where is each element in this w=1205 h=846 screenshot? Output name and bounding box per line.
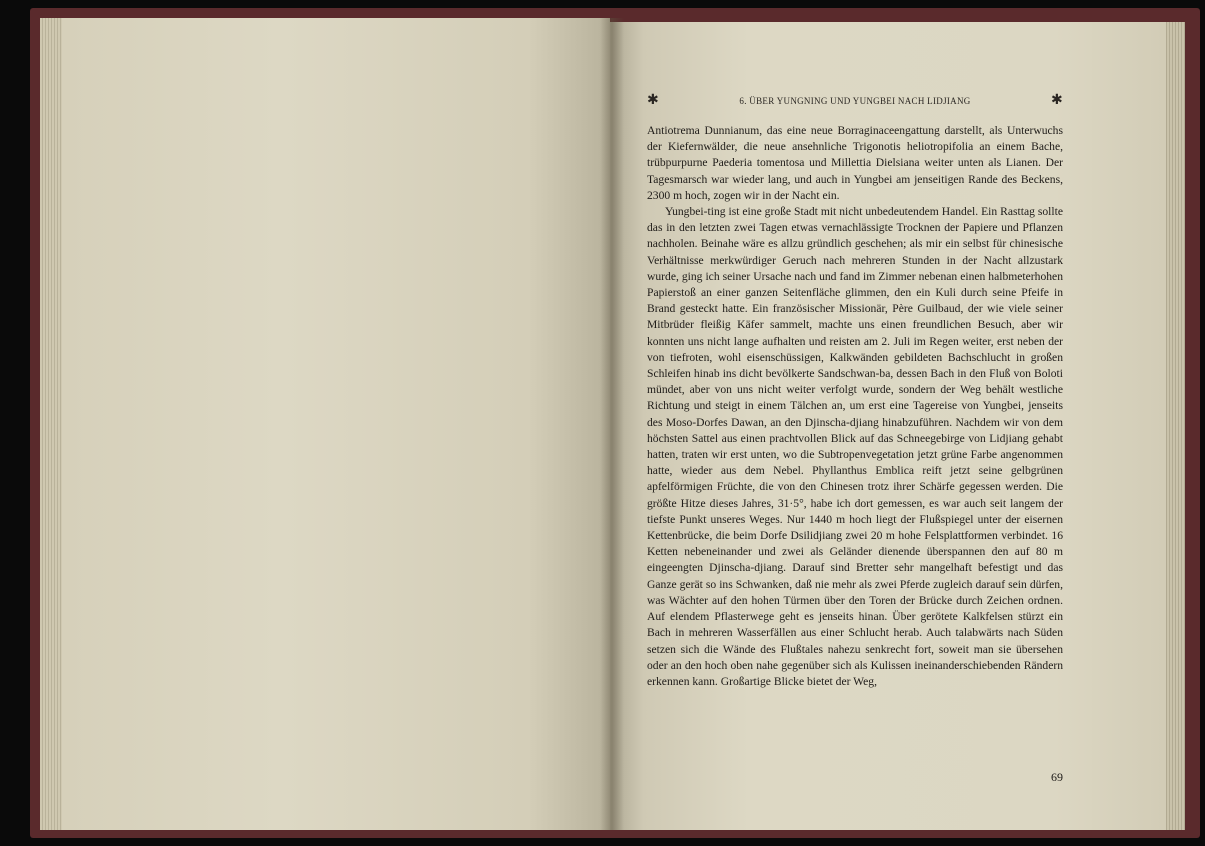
header-left-ornament: ✱ — [647, 93, 660, 108]
header-title: 6. ÜBER YUNGNING UND YUNGBEI NACH LIDJIANG — [739, 96, 971, 106]
left-page-blank — [62, 18, 610, 830]
paragraph-2: Yungbei-ting ist eine große Stadt mit nicht unbedeutendem Handel. Ein Rasttag sollte das in den letzten zwei Tagen etwas vernachlässigte Trocknen der Papiere und Pflanzen nachholen. Beinahe wäre es allzu gründlich geschehen; als mir ein selbst für chinesische Verhältnisse merkwürdiger Geruch nach mehreren Stunden in der Nacht allzustark wurde, ging ich seiner Ursache nach und fand im Zimmer nebenan einen halbmeterhohen Papierstoß an einer ganzen Seitenfläche glimmen, den ein Kuli durch seine Pfeife in Brand gesteckt hatte. Ein französischer Missionär, Père Guilbaud, der wie viele seiner Mitbrüder fleißig Käfer sammelt, machte uns einen freundlichen Besuch, aber wir konnten uns nicht lange aufhalten und reisten am 2. Juli im Regen weiter, erst neben der von tiefroten, wohl eisenschüssigen, Kalkwänden gebildeten Bachschlucht in großen Schleifen hinab ins dicht bevölkerte Sandschwan-ba, dessen Bach in den Fluß von Boloti mündet, aber von uns nicht weiter verfolgt wurde, sondern der Weg behält westliche Richtung und steigt in einem Tälchen an, um erst eine Tagereise von Yungbei, jenseits des Moso-Dorfes Dawan, an den Djinscha-djiang hinabzuführen. Nachdem wir von dem höchsten Sattel aus einen prachtvollen Blick auf das Schneegebirge von Lidjiang gehabt hatten, traten wir erst unten, wo die Subtropenvegetation jetzt grüne Farbe angenommen hatte, wieder aus dem Nebel. Phyllanthus Emblica reift jetzt seine gelbgrünen apfelförmigen Früchte, die von den Chinesen trotz ihrer Schärfe gegessen werden. Die größte Hitze dieses Jahres, 31·5°, habe ich dort gemessen, es war auch seit langem der tiefste Punkt unseres Weges. Nur 1440 m hoch liegt der Flußspiegel unter der eisernen Kettenbrücke, die beim Dorfe Dsilidjiang zwei 20 m hohe Felsplattformen verbindet. 16 Ketten nebeneinander und zwei als Geländer dienende überspannen den auf 80 m eingeengten Djinscha-djiang. Darauf sind Bretter sehr mangelhaft befestigt und das Ganze gerät so ins Schwanken, daß nie mehr als zwei Pferde zugleich darauf sein dürfen, was Wächter auf den hohen Türmen über den Toren der Brücke durch Zeichen ordnen. Auf elendem Pflasterwege geht es jenseits hinan. Über gerötete Kalkfelsen stürzt ein Bach in mehreren Wasserfällen aus einer Schlucht herab. Auch talabwärts nach Süden setzen sich die Wände des Flußtales nahezu senkrecht fort, soweit man sie übersehen oder an den hoch oben nahe gegenüber sich als Kulissen ineinanderschiebenden Rändern erkennen kann. Großartige Blicke bietet der Weg, — [647, 205, 1063, 688]
page-number: 69 — [1051, 770, 1063, 784]
body-text — [647, 123, 1063, 690]
header-right-ornament: ✱ — [1050, 93, 1063, 108]
running-header — [647, 95, 1063, 109]
book-gutter — [600, 18, 624, 830]
paragraph-1: Antiotrema Dunnianum, das eine neue Borraginaceengattung darstellt, als Unterwuchs der Kiefernwälder, die neue ansehnliche Trigonotis heliotropifolia an einem Bache, trübpurpurne Paederia tomentosa und Millettia Dielsiana weiter unten als Lianen. Der Tagesmarsch war wieder lang, und auch in Yungbei am jenseitigen Rande des Beckens, 2300 m hoch, zogen wir in der Nacht ein. — [647, 124, 1063, 202]
